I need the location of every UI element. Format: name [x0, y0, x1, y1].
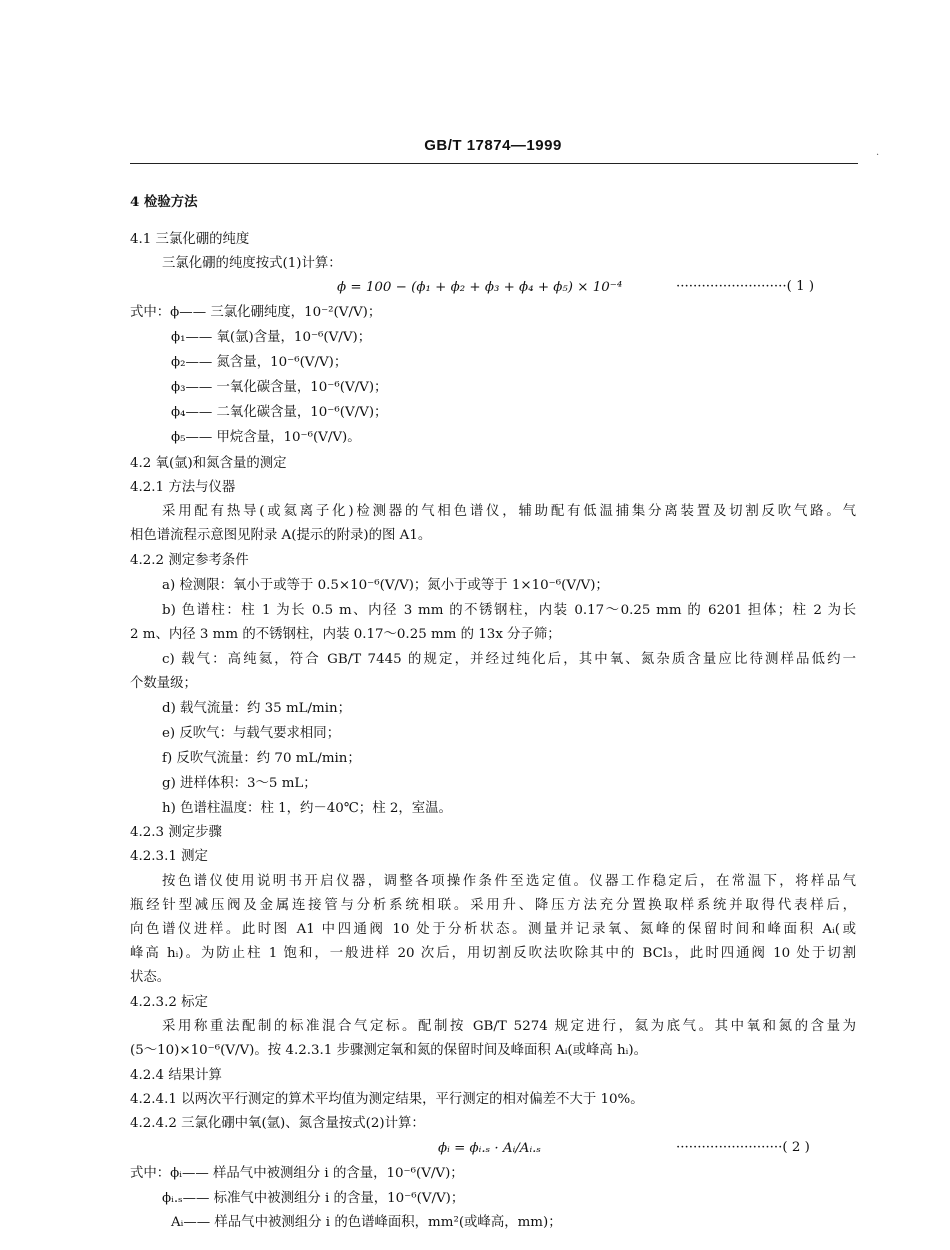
condition-item: 个数量级； — [130, 676, 197, 691]
condition-item: b) 色谱柱：柱 1 为长 0.5 m、内径 3 mm 的不锈钢柱，内装 0.17～0.25 mm 的 6201 担体；柱 2 为长 — [162, 603, 856, 618]
standard-code-header: GB/T 17874—1999 — [424, 137, 562, 154]
section-4-2-1-heading: 4.2.1 方法与仪器 — [130, 480, 236, 495]
condition-item: 2 m、内径 3 mm 的不锈钢柱，内装 0.17～0.25 mm 的 13x 分子筛； — [130, 627, 561, 642]
condition-item: h) 色谱柱温度：柱 1，约－40℃；柱 2，室温。 — [162, 801, 452, 816]
scan-dot: · — [876, 150, 880, 161]
paragraph-line: (5～10)×10⁻⁶(V/V)。按 4.2.3.1 步骤测定氧和氮的保留时间及峰面积 Aᵢ(或峰高 hᵢ)。 — [130, 1043, 647, 1058]
section-4-title: 4 检验方法 — [130, 194, 198, 210]
paragraph-line: 瓶经针型减压阀及金属连接管与分析系统相联。采用升、降压方法充分置换取样系统并取得代表样后， — [130, 898, 856, 913]
formula-2: ϕᵢ = ϕᵢ.ₛ · Aᵢ/Aᵢ.ₛ — [438, 1141, 541, 1156]
paragraph-line: 采用配有热导(或氦离子化)检测器的气相色谱仪，辅助配有低温捕集分离装置及切割反吹气路。气 — [162, 504, 856, 519]
section-4-2-3-2-heading: 4.2.3.2 标定 — [130, 995, 208, 1010]
formula-2-def: Aᵢ—— 样品气中被测组分 i 的色谱峰面积，mm²(或峰高，mm)； — [171, 1215, 562, 1230]
section-4-2-3-heading: 4.2.3 测定步骤 — [130, 825, 222, 840]
condition-item: g) 进样体积：3～5 mL； — [162, 776, 317, 791]
condition-item: a) 检测限：氧小于或等于 0.5×10⁻⁶(V/V)；氮小于或等于 1×10⁻⁶(V/V)； — [162, 578, 609, 593]
paragraph-line: 向色谱仪进样。此时图 A1 中四通阀 10 处于分析状态。测量并记录氧、氮峰的保留时间和峰面积 Aᵢ(或 — [130, 922, 856, 937]
section-4-2-4-1: 4.2.4.1 以两次平行测定的算术平均值为测定结果，平行测定的相对偏差不大于 10%。 — [130, 1092, 644, 1107]
section-4-2-4-heading: 4.2.4 结果计算 — [130, 1068, 222, 1083]
formula-1-def: ϕ₄—— 二氧化碳含量，10⁻⁶(V/V)； — [171, 405, 388, 420]
formula-1-number: ··························( 1 ) — [676, 279, 815, 294]
formula-1: ϕ = 100 − (ϕ₁ + ϕ₂ + ϕ₃ + ϕ₄ + ϕ₅) × 10⁻⁴ — [337, 280, 623, 295]
formula-2-def: ϕᵢ.ₛ—— 标准气中被测组分 i 的含量，10⁻⁶(V/V)； — [162, 1191, 465, 1206]
paragraph-line: 按色谱仪使用说明书开启仪器，调整各项操作条件至选定值。仪器工作稳定后，在常温下，将样品气 — [162, 874, 856, 889]
condition-item: f) 反吹气流量：约 70 mL/min； — [162, 751, 361, 766]
paragraph-line: 相色谱流程示意图见附录 A(提示的附录)的图 A1。 — [130, 528, 432, 543]
paragraph-line: 峰高 hᵢ)。为防止柱 1 饱和，一般进样 20 次后，用切割反吹法吹除其中的 BCl₃，此时四通阀 10 处于切割 — [130, 946, 856, 961]
section-4-1-intro: 三氯化硼的纯度按式(1)计算： — [162, 256, 342, 271]
section-4-2-4-2: 4.2.4.2 三氯化硼中氧(氩)、氮含量按式(2)计算： — [130, 1116, 425, 1131]
condition-item: d) 载气流量：约 35 mL/min； — [162, 701, 352, 716]
section-4-2-2-heading: 4.2.2 测定参考条件 — [130, 553, 249, 568]
condition-item: e) 反吹气：与载气要求相同； — [162, 726, 341, 741]
section-4-2-heading: 4.2 氧(氩)和氮含量的测定 — [130, 456, 287, 471]
section-4-2-3-1-heading: 4.2.3.1 测定 — [130, 849, 208, 864]
formula-1-def: ϕ₁—— 氧(氩)含量，10⁻⁶(V/V)； — [171, 330, 372, 345]
paragraph-line: 采用称重法配制的标准混合气定标。配制按 GB/T 5274 规定进行，氦为底气。其中氧和氮的含量为 — [162, 1019, 856, 1034]
formula-1-def: ϕ₃—— 一氧化碳含量，10⁻⁶(V/V)； — [171, 380, 388, 395]
formula-1-def: ϕ₂—— 氮含量，10⁻⁶(V/V)； — [171, 355, 348, 370]
condition-item: c) 载气：高纯氦，符合 GB/T 7445 的规定，并经过纯化后，其中氧、氮杂质含量应比待测样品低约一 — [162, 652, 856, 667]
formula-2-number: ·························( 2 ) — [676, 1140, 810, 1155]
formula-1-where: 式中：ϕ—— 三氯化硼纯度，10⁻²(V/V)； — [130, 305, 382, 320]
paragraph-line: 状态。 — [130, 970, 171, 985]
formula-1-def: ϕ₅—— 甲烷含量，10⁻⁶(V/V)。 — [171, 430, 361, 445]
formula-2-where: 式中：ϕᵢ—— 样品气中被测组分 i 的含量，10⁻⁶(V/V)； — [130, 1166, 464, 1181]
header-rule — [130, 163, 858, 164]
section-4-1-heading: 4.1 三氯化硼的纯度 — [130, 232, 250, 247]
